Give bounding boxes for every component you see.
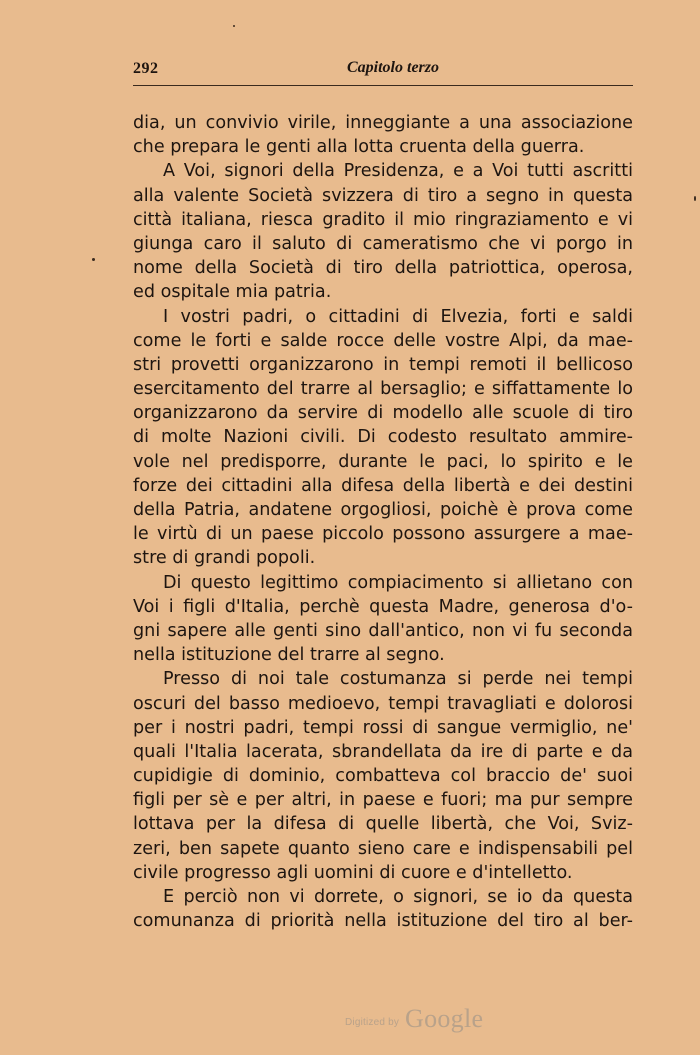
text-line: I vostri padri, o cittadini di Elvezia, forti e saldi bbox=[163, 306, 633, 327]
text-line: lottava per la difesa di quelle libertà, che Voi, Sviz- bbox=[133, 814, 633, 835]
text-line: quali l'Italia lacerata, sbrandellata da ire di parte e da bbox=[133, 741, 633, 762]
scan-speck bbox=[233, 25, 235, 27]
text-line: esercitamento del trarre al bersaglio; e siffattamente lo bbox=[133, 379, 633, 400]
text-line: come le forti e salde rocce delle vostre Alpi, da mae- bbox=[133, 330, 633, 351]
paragraph bbox=[133, 571, 633, 668]
text-line: stre di grandi popoli. bbox=[133, 548, 316, 569]
text-line: cupidigie di dominio, combatteva col braccio de' suoi bbox=[133, 766, 633, 787]
body-text bbox=[133, 111, 633, 933]
text-line: organizzarono da servire di modello alle scuole di tiro bbox=[133, 403, 633, 424]
scan-speck bbox=[92, 258, 95, 261]
text-line: giunga caro il saluto di cameratismo che vi porgo in bbox=[133, 233, 633, 254]
text-line: che prepara le genti alla lotta cruenta della guerra. bbox=[133, 137, 585, 158]
text-line: della Patria, andatene orgogliosi, poichè è prova come bbox=[133, 500, 633, 520]
paragraph bbox=[133, 111, 633, 159]
text-line: ed ospitale mia patria. bbox=[133, 282, 332, 303]
running-title: Capitolo terzo bbox=[346, 59, 439, 76]
page-header bbox=[133, 58, 633, 82]
text-line: Presso di noi tale costumanza si perde nei tempi bbox=[163, 669, 633, 690]
text-line: gni sapere alle genti sino dall'antico, non vi fu seconda bbox=[133, 620, 633, 641]
digitized-label: Digitized by bbox=[345, 1017, 400, 1028]
header-rule bbox=[133, 85, 633, 86]
paragraph bbox=[133, 885, 633, 933]
text-line: Voi i figli d'Italia, perchè questa Madre, generosa d'o- bbox=[133, 596, 633, 617]
paragraph bbox=[133, 159, 633, 304]
text-line: civile progresso agli uomini di cuore e d'intelletto. bbox=[133, 862, 573, 883]
text-line: dia, un convivio virile, inneggiante a una associazione bbox=[133, 113, 633, 133]
text-line: forze dei cittadini alla difesa della libertà e dei destini bbox=[133, 475, 633, 496]
text-line: per i nostri padri, tempi rossi di sangue vermiglio, ne' bbox=[133, 717, 633, 738]
text-line: di molte Nazioni civili. Di codesto resultato ammire- bbox=[133, 427, 633, 448]
page-number: 292 bbox=[133, 60, 159, 77]
text-line: A Voi, signori della Presidenza, e a Voi tutti ascritti bbox=[163, 161, 633, 182]
text-line: le virtù di un paese piccolo possono assurgere a mae- bbox=[133, 524, 633, 545]
scan-speck bbox=[694, 196, 696, 201]
text-line: alla valente Società svizzera di tiro a segno in questa bbox=[133, 185, 633, 206]
text-line: comunanza di priorità nella istituzione del tiro al ber- bbox=[133, 911, 633, 932]
text-line: E perciò non vi dorrete, o signori, se io da questa bbox=[163, 887, 633, 907]
text-line: figli per sè e per altri, in paese e fuori; ma pur sempre bbox=[133, 790, 633, 811]
paragraph bbox=[133, 667, 633, 885]
google-logo-text: Google bbox=[405, 1004, 484, 1033]
paragraph bbox=[133, 305, 633, 571]
digitized-by-google-watermark bbox=[345, 1004, 495, 1034]
text-line: Di questo legittimo compiacimento si allietano con bbox=[163, 572, 633, 593]
text-line: nella istituzione del trarre al segno. bbox=[133, 645, 445, 666]
text-line: stri provetti organizzarono in tempi remoti il bellicoso bbox=[133, 354, 633, 375]
text-line: nome della Società di tiro della patriottica, operosa, bbox=[133, 258, 633, 279]
text-line: vole nel predisporre, durante le paci, lo spirito e le bbox=[133, 451, 633, 472]
text-line: oscuri del basso medioevo, tempi travagliati e dolorosi bbox=[133, 693, 633, 714]
text-line: città italiana, riesca gradito il mio ringraziamento e vi bbox=[133, 209, 633, 230]
text-line: zeri, ben sapete quanto sieno care e indispensabili pel bbox=[133, 838, 633, 859]
